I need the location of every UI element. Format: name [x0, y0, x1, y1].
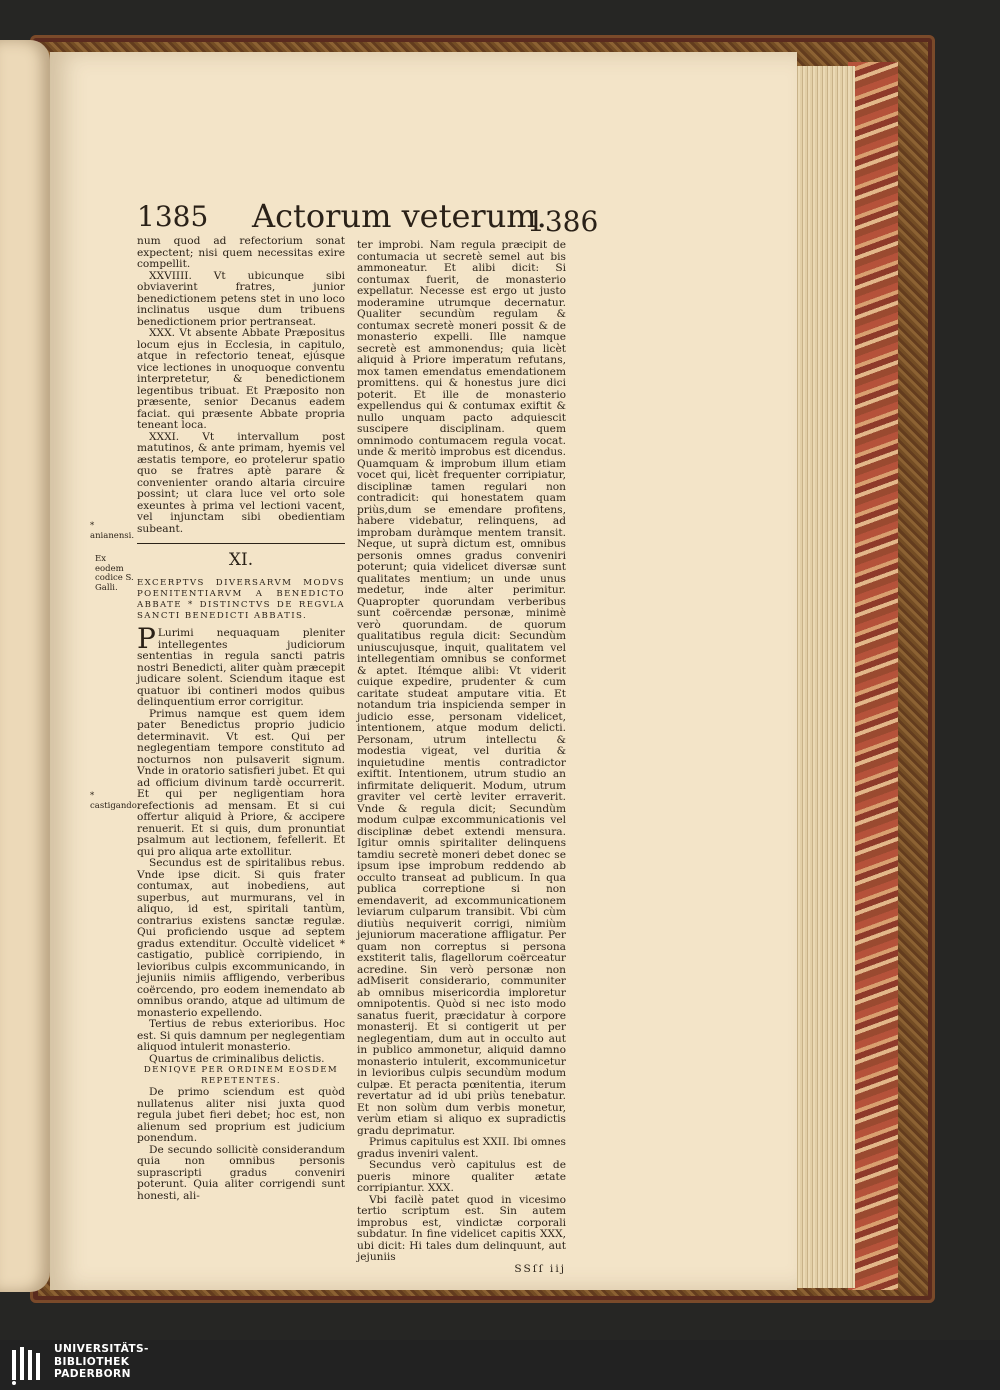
paragraph: XXVIIII. Vt ubicunque sibi obviaverint fratres, junior benedictionem petens stet in uno loco inclinatus usque dum tribuens benedictionem prior pertranseat. [137, 269, 345, 328]
paragraph-text: Lurimi nequaquam pleniter intellegentes judiciorum sententias in regula sancti patris nostri Benedicti, aliter quàm præcepit judicare solent. Sciendum itaque est quatuor ibi contineri modos quibus delinquentium error corrigitur. [137, 627, 345, 708]
library-name-line: PADERBORN [54, 1368, 131, 1381]
section-divider [137, 543, 345, 544]
subheading: DENIQVE PER ORDINEM EOSDEM REPETENTES. [143, 1065, 339, 1086]
paragraph: De primo sciendum est quòd nullatenus aliter nisi juxta quod regula jubet fieri debet; hoc est, non alienum sed proprium est judicium ponendum. [137, 1086, 345, 1144]
section-heading: EXCERPTVS DIVERSARVM MODVS POENITENTIARVM A BENEDICTO ABBATE * DISTINCTVS DE REGVLA SANCTI BENEDICTI ABBATIS. [137, 578, 345, 621]
paragraph: num quod ad refectorium sonat expectent; nisi quem necessitas exire compellit. [137, 235, 345, 270]
margin-note: * anianensi. [90, 521, 135, 541]
running-title: Actorum veterum. [252, 197, 547, 235]
paragraph: Quartus de criminalibus delictis. [149, 1052, 325, 1065]
paragraph: Tertius de rebus exterioribus. Hoc est. Si quis damnum per neglegentiam aliquod intulerit monasterio. [137, 1018, 345, 1053]
margin-note: Ex eodem codice S. Galli. [95, 554, 134, 593]
library-name-line: BIBLIOTHEK [54, 1355, 130, 1368]
page-number-left: 1385 [137, 200, 209, 233]
paragraph [137, 622, 345, 709]
paragraph: Primus capitulus est XXII. Ibi omnes gradus inveniri valent. [357, 1136, 566, 1160]
marbled-edge [848, 62, 898, 1290]
library-logo-icon [9, 1344, 45, 1386]
margin-note: * castigando. [90, 791, 140, 811]
signature-mark: SSſſ iij [514, 1262, 566, 1275]
left-text-column [137, 236, 345, 1202]
drop-cap: P [137, 622, 156, 655]
paragraph: XXXI. Vt intervallum post matutinos, & ante primam, hyemis vel æstatis tempore, eo protelerur spatio quo se fratres aptè parare & convenienter orando altaria circuire possint; ut clara luce vel orto sole exeuntes à prima vel lectioni vacent, vel injunctam sibi obedientiam subeant. [137, 430, 345, 535]
right-text-column [357, 240, 566, 1275]
paragraph: Vbi facilè patet quod in vicesimo tertio scriptum est. Sin autem improbus est, vindictæ corporali subdatur. In fine videlicet capitis XXX, ubi dicit: Hi tales dum delinquunt, aut jejuniis [357, 1193, 566, 1263]
paragraph: De secundo sollicitè considerandum quia non omnibus personis suprascripti gradus conveniri poterunt. Quia aliter corrigendi sunt honesti, ali- [137, 1143, 345, 1202]
paragraph: XXX. Vt absente Abbate Præpositus locum ejus in Ecclesia, in capitulo, atque in refectorio teneat, ejúsque vice lectiones in unoquoque conventu interpretetur, & benedictionem legentibus tribuat. Et Præposito non præsente, senior Decanus eadem faciat. qui præsente Abbate propria teneant loca. [137, 327, 345, 431]
library-name [54, 1343, 149, 1381]
paragraph: Secundus est de spiritalibus rebus. Vnde ipse dicit. Si quis frater contumax, aut inobediens, aut superbus, aut murmurans, vel in aliquo, id est, spiritali tantùm, contrarius existens sanctæ regulæ. Qui proficiendo usque ad septem gradus extenditur. Occultè videlicet * castigatio, publicè corripiendo, in levioribus culpis excommunicando, in jejuniis nimiis affligendo, verberibus coërcendo, pro eodem inemendato ab omnibus orando, atque ad ultimum de monasterio expellendo. [137, 857, 345, 1019]
paragraph: Secundus verò capitulus est de pueris minore qualiter ætate corripiantur. XXX. [357, 1159, 566, 1194]
page-edges [795, 66, 855, 1288]
paragraph: Primus namque est quem idem pater Benedictus proprio judicio determinavit. Vt est. Qui per neglegentiam tempore constituto ad nocturnos non pulsaverit signum. Vnde in oratorio satisfieri jubet. Et qui ad officium divinum tardè occurrerit. Et qui per negligentiam hora refectionis ad mensam. Et si cui offertur aliquid à Priore, & accipere renuerit. Et si quis, dum pronuntiat psalmum aut lectionem, fefellerit. Et qui pro aliqua arte extollitur. [137, 707, 345, 858]
section-number: XI. [228, 550, 254, 570]
paragraph: ter improbi. Nam regula præcipit de contumacia ut secretè semel aut bis ammoneatur. Et alibi dicit: Si contumax fuerit, de monasterio expellatur. Necesse est ergo ut justo moderamine utrumque decernatur. Qualiter secundùm regulam & contumax secretè moneri possit & de monasterio expelli. Ille namque secretè est ammonendus; quia licèt aliquid à Priore imperatum refutans, mox tamen emendatus emendationem promittens. qui & honestus jure dici poterit. Et ille de monasterio expellendus qui & contumax exiftit & nullo unquam pacto adquiescit suscipere disciplinam. quem omnimodo contumacem regula vocat. unde & meritò improbus est dicendus. Quamquam & improbum illum etiam vocet qui, licèt frequenter corripiatur, disciplinæ tamen regulari non contradicit: qui honestatem quam priùs,dum se emendare profitens, habere videbatur, relinquens, ad improbam duràmque mentem transit. Neque, ut suprà dictum est, omnibus personis omnes gradus conveniri poterunt; quia videlicet diversæ sunt qualitates mentium; un unde unus medetur, inde alter perimitur. Quapropter quorundam verberibus sunt coërcendæ personæ, minimè verò quorundam. de quorum qualitatibus regula dicit: Secundùm uniuscujusque, inquit, qualitatem vel intellegentiam omnibus se conformet & aptet. Itémque alibi: Vt viderit cuique expedire, prudenter & cum caritate studeat amputare vitia. Et notandum tria inspicienda semper in judicio esse, personam videlicet, intentionem, atque modum delicti. Personam, utrum intellectu & modestia vigeat, vel duritia & inquietudine mentis contradictor exiftit. Intentionem, utrum studio an infirmitate deliquerit. Modum, utrum graviter vel certè leviter erraverit. Vnde & regula dicit; Secundùm modum culpæ excommunicationis vel disciplinæ debet extendi mensura. Igitur omnis spiritaliter delinquens tamdiu secretè moneri debet donec se ipsum ipse improbum reddendo ab occulto transeat ad publicum. In qua publica correptione si non emendaverit, ad excommunicationem leviarum culparum transibit. Vbi cùm diutiùs nequiverit corrigi, nimiùm jejuniorum maceratione affligatur. Per quam non correptus si persona exstiterit talis, flagellorum coërceatur acredine. Sin verò personæ non adMiserit considerario, communiter ab omnibus misericordia imploretur omnipotentis. Quòd si nec isto modo sanatus fuerit, præcidatur à corpore monasterij. Et si contigerit ut per neglegentiam, dum aut in occulto aut in publico ammonetur, aliquid damno monasterio intulerit, excommunicetur in levioribus culpis secundùm modum culpæ. Et peracta pœnitentia, iterum revertatur ad id ubi priùs tenebatur. Et non solùm dum verbis monetur, verùm etiam si aliquo ex supradictis gradu deprimatur. [357, 239, 566, 1137]
left-page-edge [0, 40, 50, 1292]
library-footer [0, 1340, 1000, 1390]
page-number-right: 1386 [527, 205, 599, 238]
library-name-line: UNIVERSITÄTS- [54, 1343, 149, 1355]
